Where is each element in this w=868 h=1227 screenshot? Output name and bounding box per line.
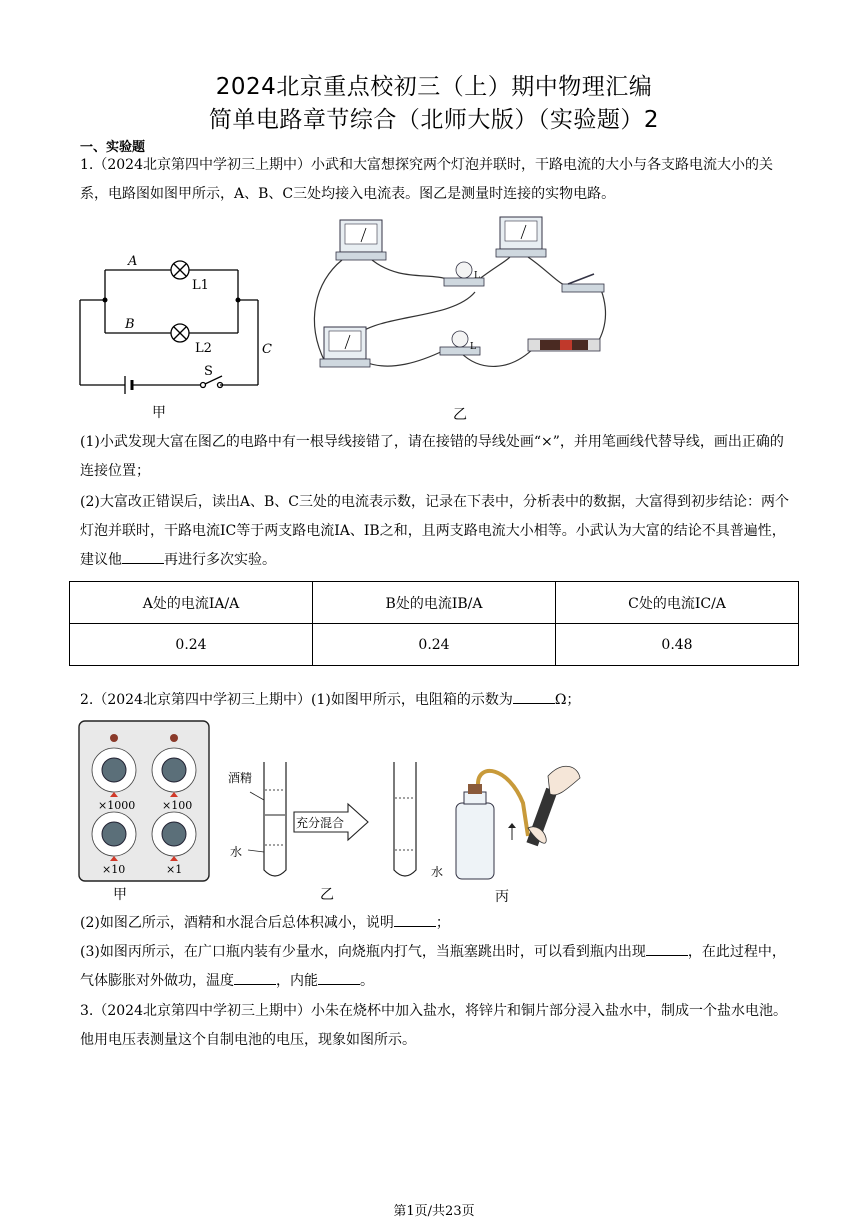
- question-2-sub2: [80, 909, 792, 938]
- mixing-tubes-figure: [228, 760, 428, 885]
- question-2-sub3-text: (3)如图丙所示，在广口瓶内装有少量水，向烧瓶内打气，当瓶塞跳出时，可以看到瓶内出现: [80, 944, 646, 960]
- table-row: [70, 624, 799, 666]
- question-3-text: 3.（2024北京第四中学初三上期中）小朱在烧杯中加入盐水，将锌片和铜片部分浸入盐水中，制成一个盐水电池。他用电压表测量这个自制电池的电压，现象如图所示。: [80, 1003, 787, 1048]
- page-title-line1: 2024北京重点校初三（上）期中物理汇编: [215, 74, 653, 100]
- circuit-diagram-jia: [70, 245, 270, 425]
- caption-jia: 甲: [152, 405, 166, 421]
- label-water-2: 水: [431, 865, 444, 879]
- question-1-text: 1.（2024北京第四中学初三上期中）小武和大富想探究两个灯泡并联时，干路电流的大小与各支路电流大小的关系，电路图如图甲所示，A、B、C三处均接入电流表。图乙是测量时连接的实物电路。: [80, 157, 773, 202]
- question-2-intro-end: Ω；: [554, 692, 581, 708]
- answer-blank[interactable]: [394, 912, 436, 927]
- question-2-sub2-text: (2)如图乙所示，酒精和水混合后总体积减小，说明: [80, 915, 394, 931]
- label-B: B: [125, 317, 135, 332]
- answer-blank[interactable]: [318, 970, 360, 985]
- resistance-box-figure: [78, 720, 210, 882]
- answer-blank[interactable]: [234, 970, 276, 985]
- label-L1: L1: [192, 278, 209, 293]
- table-header-cell: A处的电流IA/A: [70, 582, 313, 624]
- table-cell: 0.24: [313, 624, 556, 666]
- physical-circuit-yi: [310, 212, 620, 402]
- section-heading: 一、实验题: [80, 140, 146, 155]
- svg-text:L: L: [474, 271, 480, 281]
- current-data-table: [69, 581, 799, 666]
- label-S: S: [204, 364, 213, 379]
- table-cell: 0.48: [556, 624, 799, 666]
- label-C: C: [262, 342, 272, 357]
- caption-yi-2: 乙: [320, 887, 334, 903]
- question-2-sub3-end: 。: [360, 973, 374, 989]
- label-x1: ×1: [166, 863, 183, 876]
- answer-blank[interactable]: [646, 941, 688, 956]
- question-1-sub1: (1)小武发现大富在图乙的电路中有一根导线接错了，请在接错的导线处画“×”，并用笔画线代替导线，画出正确的连接位置；: [80, 434, 784, 479]
- label-water: 水: [230, 845, 243, 859]
- page-title-line2: 简单电路章节综合（北师大版）（实验题）2: [208, 107, 660, 133]
- answer-blank[interactable]: [122, 549, 164, 564]
- bottle-pump-figure: [428, 758, 588, 886]
- question-2-intro: 2.（2024北京第四中学初三上期中）(1)如图甲所示，电阻箱的示数为: [80, 692, 513, 708]
- question-2-sub3-text: ，内能: [276, 973, 318, 989]
- answer-blank[interactable]: [513, 689, 555, 704]
- question-2-sub2-end: ；: [435, 915, 450, 931]
- question-1-sub2: [80, 488, 792, 575]
- label-alcohol: 酒精: [228, 771, 253, 785]
- caption-bing: 丙: [495, 889, 509, 905]
- question-2-sub3: [80, 938, 792, 996]
- label-L2: L2: [195, 341, 212, 356]
- page-footer: 第1页/共23页: [393, 1204, 475, 1219]
- question-2-text: [80, 686, 792, 715]
- label-x10: ×10: [102, 863, 126, 876]
- question-2-sub3-text: ，在此过程中，气体膨胀对外做功，温度: [80, 944, 786, 989]
- label-mix: 充分混合: [296, 816, 345, 830]
- table-cell: 0.24: [70, 624, 313, 666]
- question-1-sub2-text: (2)大富改正错误后，读出A、B、C三处的电流表示数，记录在下表中，分析表中的数据，大富得到初步结论：两个灯泡并联时，干路电流IC等于两支路电流IA、IB之和，且两支路电流大小相等。小武认为大富的结论不具普遍性，建议他: [80, 494, 789, 568]
- table-header-row: [70, 582, 799, 624]
- label-x1000: ×1000: [98, 799, 136, 812]
- table-header-cell: B处的电流IB/A: [313, 582, 556, 624]
- svg-text:L: L: [470, 342, 476, 352]
- label-x100: ×100: [162, 799, 193, 812]
- label-A: A: [128, 254, 138, 269]
- table-header-cell: C处的电流IC/A: [556, 582, 799, 624]
- caption-yi: 乙: [453, 407, 467, 423]
- caption-jia-2: 甲: [113, 887, 127, 903]
- question-1-sub2-end: 再进行多次实验。: [164, 552, 276, 568]
